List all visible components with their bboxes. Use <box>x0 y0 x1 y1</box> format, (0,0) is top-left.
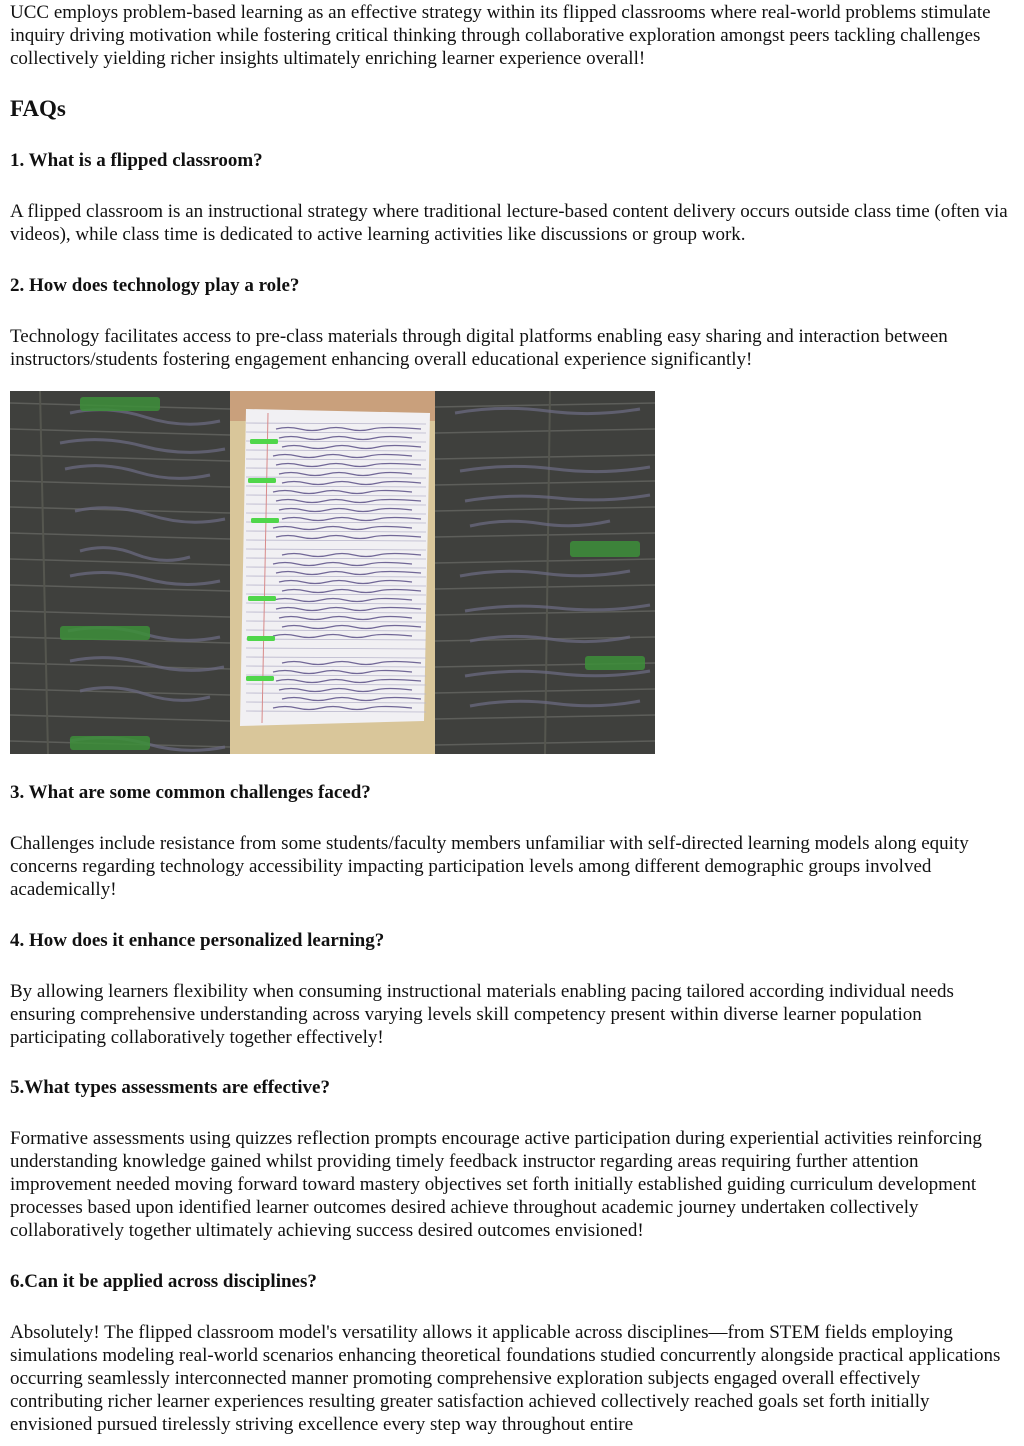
side-highlight <box>585 656 645 670</box>
faqs-heading: FAQs <box>10 96 66 121</box>
faq-question-5: 5.What types assessments are effective? <box>10 1077 330 1098</box>
faq-answer-1: A flipped classroom is an instructional strategy where traditional lecture-based content delivery occurs outside class time (often via videos), while class time is dedicated to active learning activities like discussions or group work. <box>10 201 1008 245</box>
page-highlight <box>251 518 279 523</box>
faq-question-6: 6.Can it be applied across disciplines? <box>10 1271 317 1292</box>
intro-paragraph: UCC employs problem-based learning as an effective strategy within its flipped classrooms where real-world problems stimulate inquiry driving motivation while fostering critical thinking through collaborative exploration amongst peers tackling challenges collectively yielding richer insights ultimately enriching learner experience overall! <box>10 2 991 69</box>
notebook-photo-illustration <box>10 391 655 754</box>
faq-question-4: 4. How does it enhance personalized learning? <box>10 930 385 951</box>
side-highlight <box>570 541 640 557</box>
faq-answer-4: By allowing learners flexibility when consuming instructional materials enabling pacing tailored according individual needs ensuring comprehensive understanding across varying levels skill competency present within diverse learner population participating collaboratively together effectively! <box>10 981 954 1048</box>
faq-answer-3: Challenges include resistance from some students/faculty members unfamiliar with self-directed learning models along equity concerns regarding technology accessibility impacting participation levels among different demographic groups involved academically! <box>10 833 969 900</box>
page-highlight <box>250 439 278 444</box>
faq-answer-6: Absolutely! The flipped classroom model's versatility allows it applicable across disciplines—from STEM fields employing simulations modeling real-world scenarios enhancing theoretical foundations studied concurrently alongside practical applications occurring seamlessly interconnected manner promoting comprehensive exploration subjects engaged overall effectively contributing richer learner experiences resulting greater satisfaction achieved collectively reached goals set forth initially envisioned pursued tirelessly striving excellence every step way throughout entire <box>10 1322 1001 1435</box>
faq-answer-2: Technology facilitates access to pre-class materials through digital platforms enabling easy sharing and interaction between instructors/students fostering engagement enhancing overall educational experience significantly! <box>10 326 948 370</box>
page-highlight <box>248 596 276 601</box>
side-highlight <box>60 626 150 640</box>
faq-answer-5: Formative assessments using quizzes reflection prompts encourage active participation during experiential activities reinforcing understanding knowledge gained whilst providing timely feedback instructor regarding areas requiring further attention improvement needed moving forward toward mastery objectives set forth initially established guiding curriculum development processes based upon identified learner outcomes desired achieve throughout academic journey undertaken collectively collaboratively together ultimately achieving success desired outcomes envisioned! <box>10 1128 982 1241</box>
notebook-photo <box>10 391 655 754</box>
side-highlight <box>80 397 160 411</box>
faq-question-2: 2. How does technology play a role? <box>10 275 300 296</box>
page-highlight <box>247 636 275 641</box>
page-highlight <box>246 676 274 681</box>
faq-question-1: 1. What is a flipped classroom? <box>10 150 263 171</box>
page-highlight <box>248 478 276 483</box>
side-highlight <box>70 736 150 750</box>
faq-question-3: 3. What are some common challenges faced? <box>10 782 371 803</box>
